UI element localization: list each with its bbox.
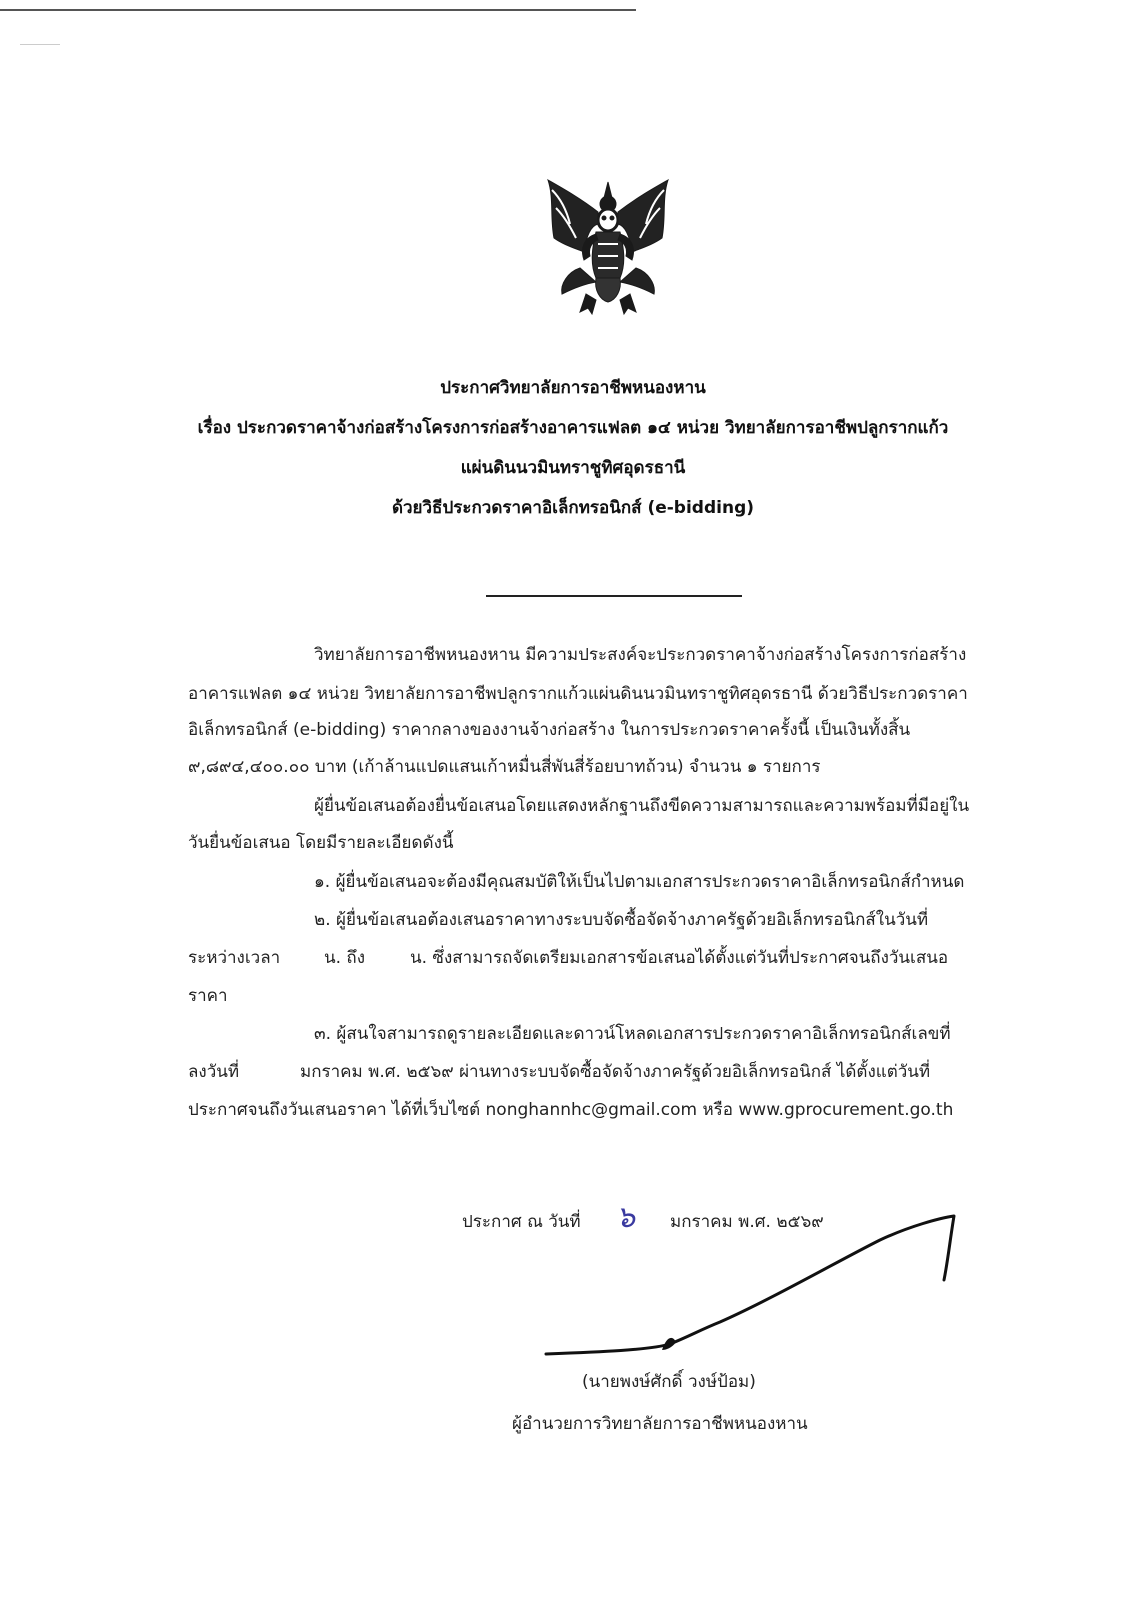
list-item-2-line3: ราคา bbox=[188, 986, 228, 1006]
paragraph1-line2: อาคารแฟลต ๑๔ หน่วย วิทยาลัยการอาชีพปลูกรากแก้วแผ่นดินนวมินทราชูทิศอุดรธานี ด้วยวิธีประกวดราคา bbox=[188, 684, 968, 704]
announce-day-handwritten: ๖ bbox=[616, 1200, 636, 1235]
list-item-3-line1: ๓. ผู้สนใจสามารถดูรายละเอียดและดาวน์โหลดเอกสารประกวดราคาอิเล็กทรอนิกส์เลขที่ bbox=[314, 1024, 951, 1044]
signatory-name: (นายพงษ์ศักดิ์ วงษ์ป้อม) bbox=[582, 1372, 756, 1392]
list-item-2-line2b: น. ถึง bbox=[324, 948, 366, 968]
announce-date-suffix: มกราคม พ.ศ. ๒๕๖๙ bbox=[670, 1212, 824, 1232]
list-item-2-line1: ๒. ผู้ยื่นข้อเสนอต้องเสนอราคาทางระบบจัดซื้อจัดจ้างภาครัฐด้วยอิเล็กทรอนิกส์ในวันที่ bbox=[314, 910, 929, 930]
list-item-3-line2b: มกราคม พ.ศ. ๒๕๖๙ ผ่านทางระบบจัดซื้อจัดจ้างภาครัฐด้วยอิเล็กทรอนิกส์ ได้ตั้งแต่วันที่ bbox=[300, 1062, 931, 1082]
paragraph1-line1: วิทยาลัยการอาชีพหนองหาน มีความประสงค์จะประกวดราคาจ้างก่อสร้างโครงการก่อสร้าง bbox=[314, 645, 967, 665]
paragraph1-line3: อิเล็กทรอนิกส์ (e-bidding) ราคากลางของงานจ้างก่อสร้าง ในการประกวดราคาครั้งนี้ เป็นเงินทั้งสิ้น bbox=[188, 720, 911, 740]
announcement-subject: เรื่อง ประกวดราคาจ้างก่อสร้างโครงการก่อสร้างอาคารแฟลต ๑๔ หน่วย วิทยาลัยการอาชีพปลูกรากแก้ว bbox=[197, 418, 949, 438]
scan-edge-line bbox=[0, 9, 636, 11]
title-divider bbox=[486, 595, 742, 597]
scan-edge-mark bbox=[20, 44, 60, 45]
announcement-title: ประกาศวิทยาลัยการอาชีพหนองหาน bbox=[440, 378, 706, 398]
list-item-3-line2a: ลงวันที่ bbox=[188, 1062, 240, 1082]
announcement-method: ด้วยวิธีประกวดราคาอิเล็กทรอนิกส์ (e-bidding) bbox=[391, 498, 755, 518]
list-item-1: ๑. ผู้ยื่นข้อเสนอจะต้องมีคุณสมบัติให้เป็นไปตามเอกสารประกวดราคาอิเล็กทรอนิกส์กำหนด bbox=[314, 872, 965, 892]
list-item-2-line2c: น. ซึ่งสามารถจัดเตรียมเอกสารข้อเสนอได้ตั้งแต่วันที่ประกาศจนถึงวันเสนอ bbox=[410, 948, 949, 968]
signatory-position: ผู้อำนวยการวิทยาลัยการอาชีพหนองหาน bbox=[512, 1414, 808, 1434]
list-item-3-line3: ประกาศจนถึงวันเสนอราคา ได้ที่เว็บไซต์ nonghannhc@gmail.com หรือ www.gprocurement.go.th bbox=[188, 1100, 954, 1120]
garuda-emblem-icon bbox=[540, 168, 676, 318]
handwritten-signature bbox=[540, 1210, 980, 1370]
paragraph2-line1: ผู้ยื่นข้อเสนอต้องยื่นข้อเสนอโดยแสดงหลักฐานถึงขีดความสามารถและความพร้อมที่มีอยู่ใน bbox=[314, 796, 970, 816]
paragraph1-line4: ๙,๘๙๔,๔๐๐.๐๐ บาท (เก้าล้านแปดแสนเก้าหมื่นสี่พันสี่ร้อยบาทถ้วน) จำนวน ๑ รายการ bbox=[188, 757, 821, 777]
announce-date-prefix: ประกาศ ณ วันที่ bbox=[462, 1212, 581, 1232]
paragraph2-line2: วันยื่นข้อเสนอ โดยมีรายละเอียดดังนี้ bbox=[188, 833, 454, 853]
list-item-2-line2a: ระหว่างเวลา bbox=[188, 948, 281, 968]
announcement-subject-cont: แผ่นดินนวมินทราชูทิศอุดรธานี bbox=[460, 458, 686, 478]
